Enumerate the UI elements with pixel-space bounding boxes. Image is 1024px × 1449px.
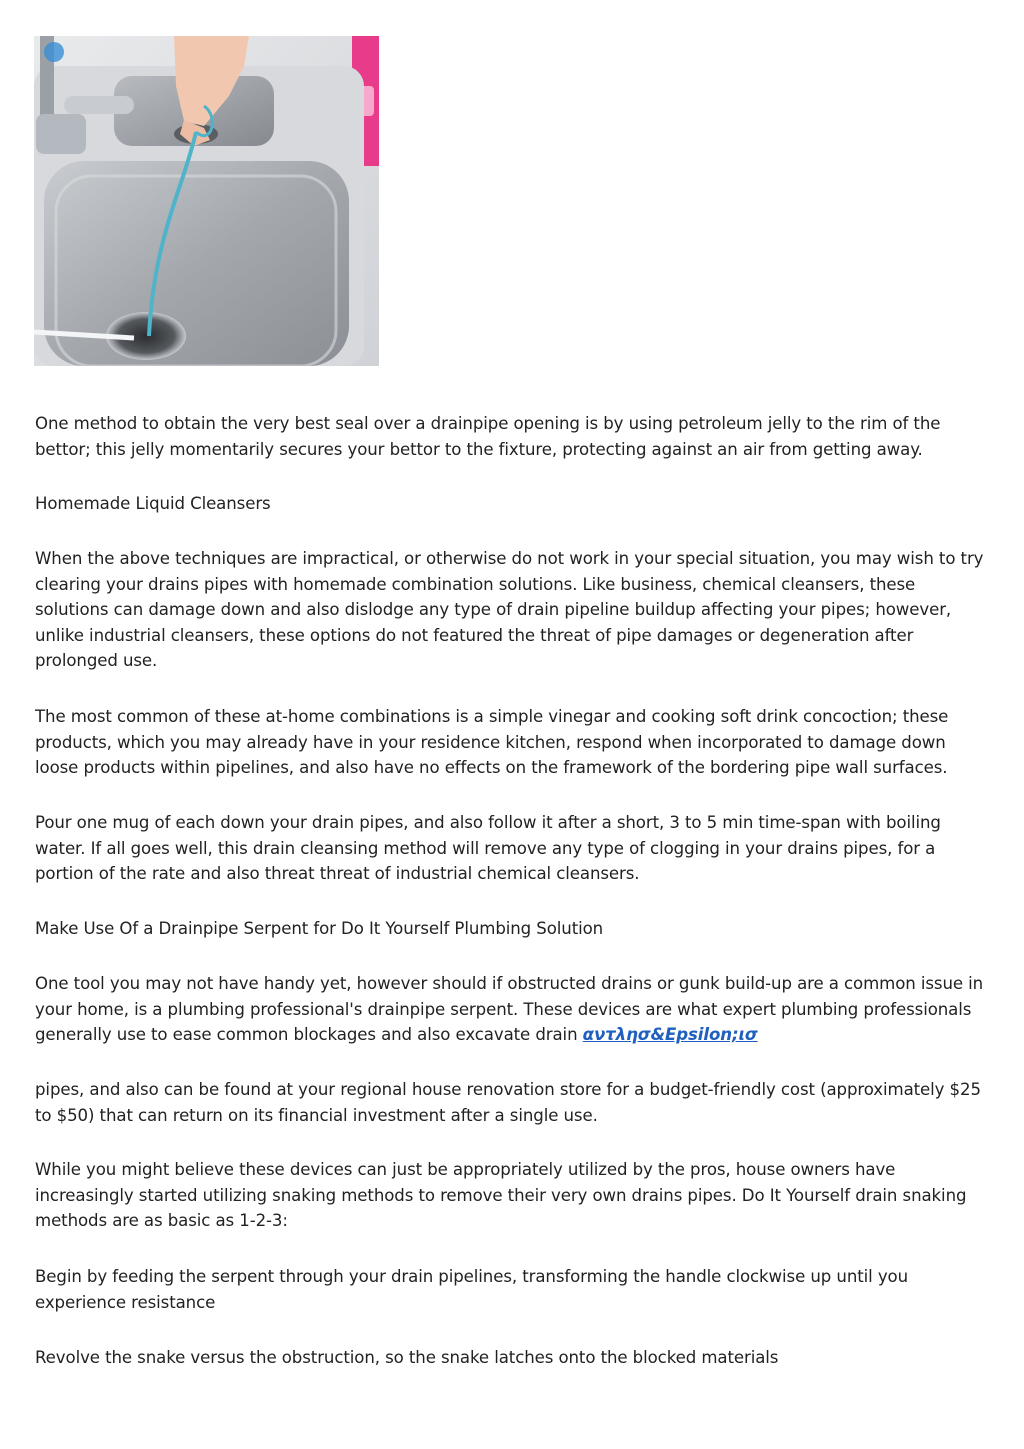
drain-link[interactable]: αντλησ&Epsilon;ισ [582, 1025, 758, 1044]
paragraph-plumbing-snake-text: One tool you may not have handy yet, however should if obstructed drains or gunk build-up are a common issue in your home, is a plumbing professional's drainpipe serpent. These devices are what expert plumbing professionals generally use to ease common blockages and also excavate drain [35, 974, 984, 1044]
heading-drainpipe-serpent: Make Use Of a Drainpipe Serpent for Do It Yourself Plumbing Solution [35, 919, 604, 938]
paragraph-plumbing-snake [35, 971, 985, 1048]
paragraph-begin-feeding: Begin by feeding the serpent through your drain pipelines, transforming the handle clockwise up until you experience resistance [35, 1267, 909, 1312]
sink-drain-snake-photo [34, 36, 379, 366]
paragraph-revolve-snake: Revolve the snake versus the obstruction, so the snake latches onto the blocked materials [35, 1348, 779, 1367]
paragraph-petroleum-jelly: One method to obtain the very best seal over a drainpipe opening is by using petroleum jelly to the rim of the bettor; this jelly momentarily secures your bettor to the fixture, protecting against an air from getting away. [35, 414, 941, 459]
paragraph-vinegar-soda: The most common of these at-home combinations is a simple vinegar and cooking soft drink concoction; these products, which you may already have in your residence kitchen, respond when incorporated to damage down loose products within pipelines, and also have no effects on the framework of the bordering pipe wall surfaces. [35, 707, 949, 777]
heading-homemade-liquid-cleansers: Homemade Liquid Cleansers [35, 494, 271, 513]
paragraph-pour-one-mug: Pour one mug of each down your drain pipes, and also follow it after a short, 3 to 5 min time-span with boiling water. If all goes well, this drain cleansing method will remove any type of clogging in your drains pipes, for a portion of the rate and also threat threat of industrial chemical cleansers. [35, 813, 941, 883]
paragraph-homemade-solutions: When the above techniques are impractical, or otherwise do not work in your special situation, you may wish to try clearing your drains pipes with homemade combination solutions. Like business, chemical cleansers, these solutions can damage down and also dislodge any type of drain pipeline buildup affecting your pipes; however, unlike industrial cleansers, these options do not featured the threat of pipe damages or degeneration after prolonged use. [35, 549, 984, 670]
paragraph-pipes-cost: pipes, and also can be found at your regional house renovation store for a budget-friendly cost (approximately $25 to $50) that can return on its financial investment after a single use. [35, 1080, 981, 1125]
paragraph-homeowners-snaking: While you might believe these devices can just be appropriately utilized by the pros, house owners have increasingly started utilizing snaking methods to remove their very own drains pipes. Do It Yourself drain snaking methods are as basic as 1-2-3: [35, 1160, 967, 1230]
